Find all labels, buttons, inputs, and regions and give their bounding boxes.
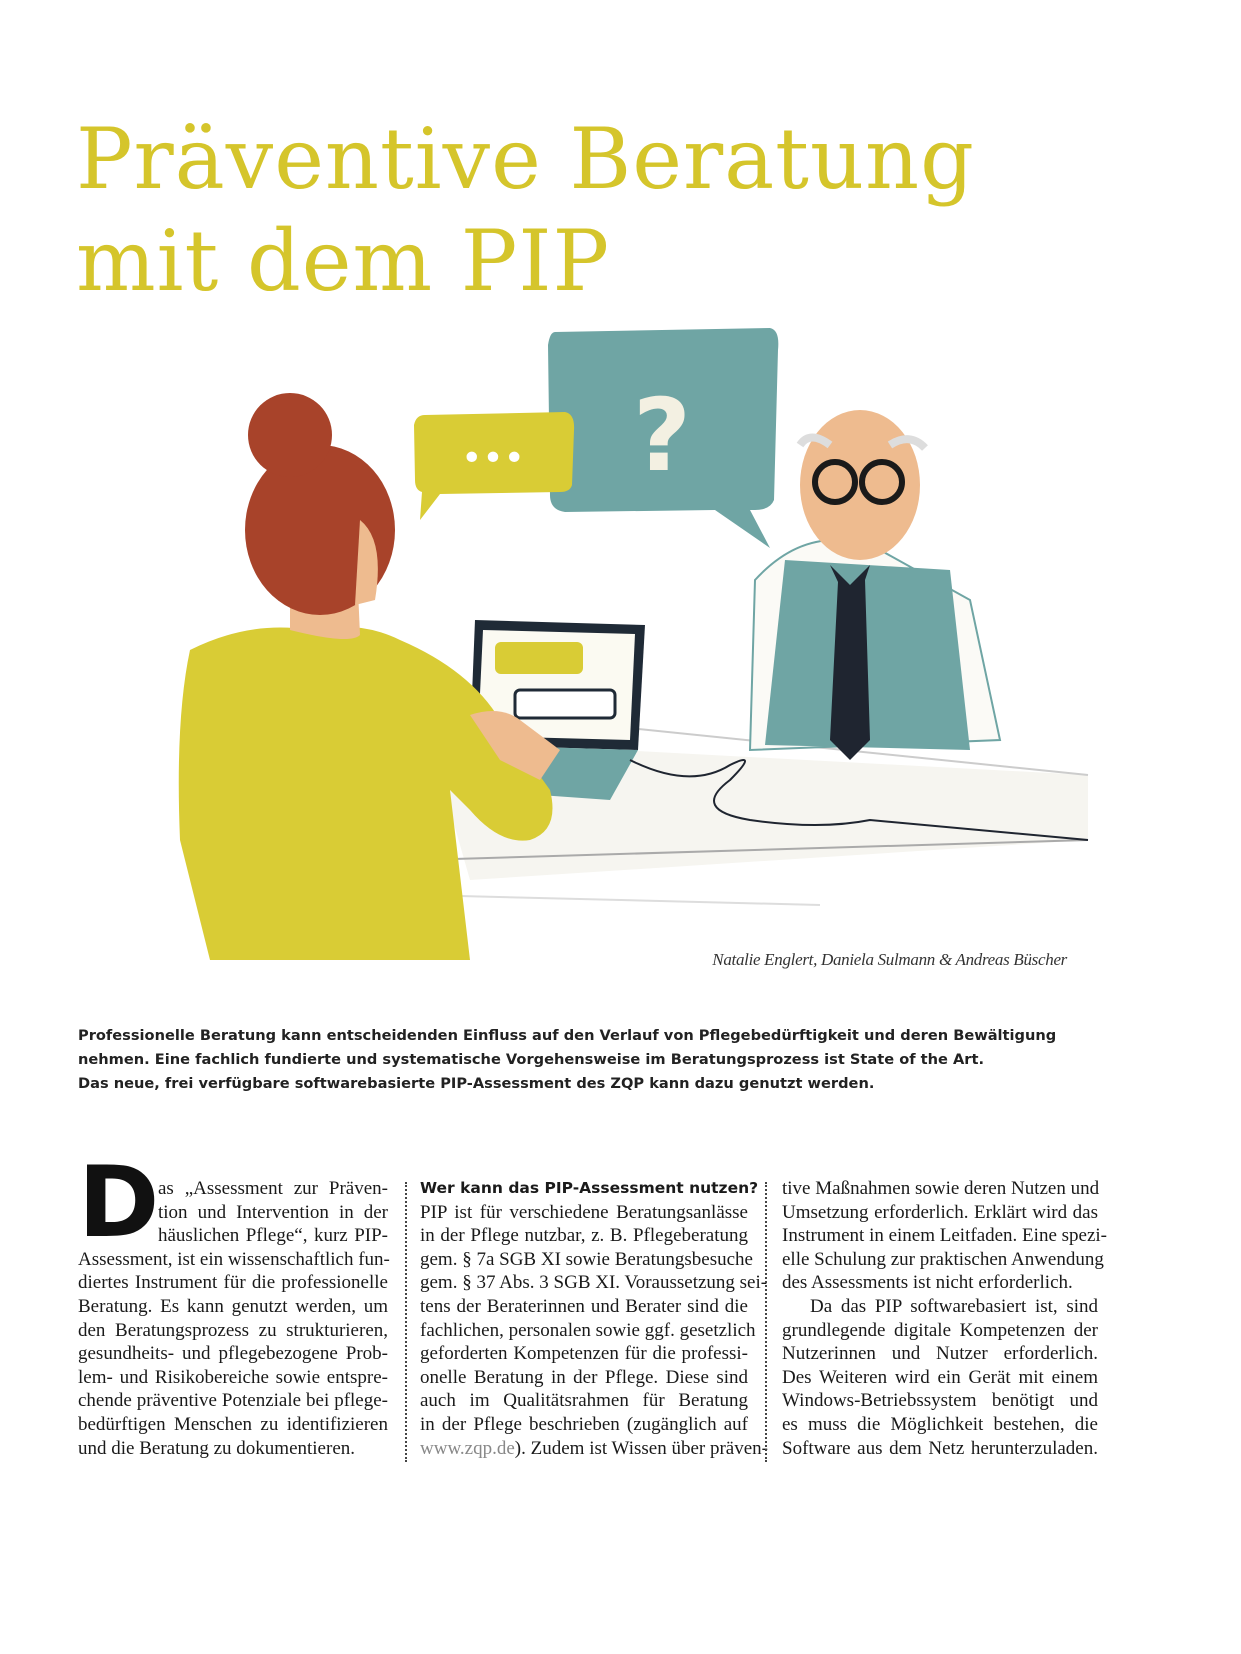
column-3	[782, 1177, 1107, 1460]
text-line: des Assessments ist nicht erforderlich.	[782, 1272, 1073, 1294]
text-line: Software aus dem Netz herunterzuladen.	[782, 1437, 1098, 1459]
text-line: elle Schulung zur praktischen Anwendung	[782, 1248, 1104, 1270]
text-line: tens der Beraterinnen und Berater sind die	[420, 1295, 748, 1317]
text-line: in der Pflege nutzbar, z. B. Pflegeberatung	[420, 1225, 748, 1247]
text-line: bedürftigen Menschen zu identifizieren	[78, 1413, 388, 1435]
page-title	[76, 108, 975, 312]
text-line: Da das PIP softwarebasiert ist, sind	[810, 1295, 1098, 1317]
intro-lead	[78, 1024, 1057, 1096]
text-line: diertes Instrument für die professionelle	[78, 1272, 388, 1294]
text-line: lem- und Risikobereiche sowie entspre-	[78, 1366, 388, 1388]
text-line: onelle Beratung in der Pflege. Diese sind	[420, 1366, 748, 1388]
section-heading: Wer kann das PIP-Assessment nutzen?	[420, 1179, 759, 1197]
text-line: auch im Qualitätsrahmen für Beratung	[420, 1390, 748, 1412]
question-speech-bubble	[548, 328, 778, 548]
text-line: Nutzerinnen und Nutzer erforderlich.	[782, 1343, 1098, 1365]
illustration	[170, 320, 1100, 970]
text-line: gem. § 7a SGB XI sowie Beratungsbesuche	[420, 1248, 753, 1270]
text-line: Windows-Betriebssystem benötigt und	[782, 1390, 1098, 1412]
typing-speech-bubble	[414, 412, 574, 520]
text-line: tive Maßnahmen sowie deren Nutzen und	[782, 1178, 1100, 1199]
text-line	[420, 1437, 769, 1461]
drop-cap: D	[78, 1146, 160, 1260]
text-line: tion und Intervention in der	[158, 1201, 388, 1223]
column-divider	[765, 1182, 767, 1462]
text-span: ). Zudem ist Wissen über präven-	[514, 1437, 769, 1459]
column-divider	[405, 1182, 407, 1462]
text-line: Assessment, ist ein wissenschaftlich fun-	[78, 1248, 390, 1270]
text-line: in der Pflege beschrieben (zugänglich auf	[420, 1413, 748, 1435]
text-line: Umsetzung erforderlich. Erklärt wird das	[782, 1201, 1098, 1223]
text-line: as „Assessment zur Präven-	[158, 1178, 388, 1199]
text-line: Instrument in einem Leitfaden. Eine spezi-	[782, 1225, 1107, 1247]
text-line: PIP ist für verschiedene Beratungsanlässe	[420, 1201, 748, 1223]
column-1	[78, 1177, 388, 1460]
elderly-man	[750, 410, 1000, 760]
text-line: gem. § 37 Abs. 3 SGB XI. Voraussetzung sei-	[420, 1272, 768, 1294]
text-line: chende präventive Potenziale bei pflege-	[78, 1390, 388, 1412]
title-line-1: Präventive Beratung	[76, 110, 975, 208]
text-line: häuslichen Pflege“, kurz PIP-	[158, 1225, 388, 1247]
intro-line: Das neue, frei verfügbare softwarebasierte PIP-Assessment des ZQP kann dazu genutzt werden.	[78, 1075, 875, 1092]
question-mark-icon: ?	[632, 377, 692, 494]
author-byline: Natalie Englert, Daniela Sulmann & Andreas Büscher	[712, 950, 1067, 969]
text-line: und die Beratung zu dokumentieren.	[78, 1437, 356, 1459]
text-line: gesundheits- und pflegebezogene Prob-	[78, 1343, 388, 1365]
text-line: Des Weiteren wird ein Gerät mit einem	[782, 1366, 1098, 1388]
column-2	[420, 1177, 769, 1460]
ellipsis-dots-icon: •••	[461, 438, 525, 479]
title-line-2: mit dem PIP	[76, 212, 611, 310]
intro-line: Professionelle Beratung kann entscheidenden Einfluss auf den Verlauf von Pflegebedürftigkeit und deren Bewältigung	[78, 1027, 1057, 1044]
intro-line: nehmen. Eine fachlich fundierte und systematische Vorgehensweise im Beratungsprozess ist State of the Art.	[78, 1051, 985, 1068]
zqp-link[interactable]: www.zqp.de	[420, 1437, 515, 1459]
text-line: Beratung. Es kann genutzt werden, um	[78, 1295, 388, 1317]
text-line: grundlegende digitale Kompetenzen der	[782, 1319, 1098, 1341]
text-line: geforderten Kompetenzen für die professi-	[420, 1343, 748, 1365]
text-line: es muss die Möglichkeit bestehen, die	[782, 1413, 1098, 1435]
text-line: fachlichen, personalen sowie ggf. gesetzlich	[420, 1319, 756, 1341]
text-line: den Beratungsprozess zu strukturieren,	[78, 1319, 388, 1341]
